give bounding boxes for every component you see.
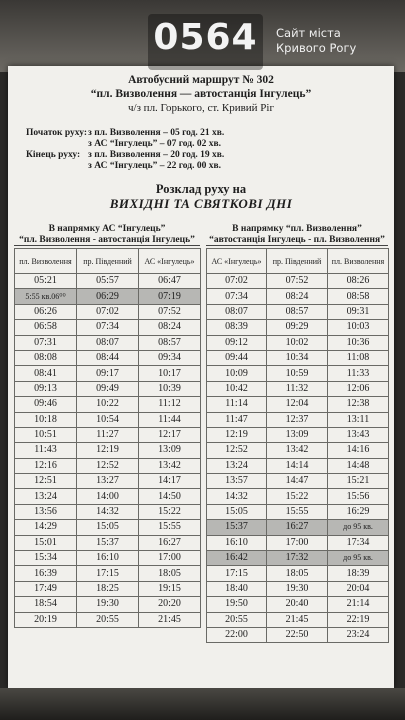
table-cell: 14:48 [328, 458, 389, 473]
table-row [15, 274, 201, 289]
table-row [15, 458, 201, 473]
table-cell: 09:29 [267, 320, 328, 335]
table-cell: 12:04 [267, 397, 328, 412]
table-row [15, 335, 201, 350]
table-cell: 08:57 [267, 304, 328, 319]
table-cell: 17:34 [328, 535, 389, 550]
table-row [207, 304, 389, 319]
left-header-1: пл. Визволення [15, 249, 77, 274]
table-cell: 12:37 [267, 412, 328, 427]
left-route: “пл. Визволення - автостанція Інгулець” [14, 235, 200, 246]
table-cell: 19:30 [267, 581, 328, 596]
table-cell: 10:59 [267, 366, 328, 381]
table-cell: 06:26 [15, 304, 77, 319]
table-cell: 16:42 [207, 551, 267, 566]
table-cell: 13:42 [139, 458, 201, 473]
table-cell: 05:57 [77, 274, 139, 289]
table-cell: 11:27 [77, 427, 139, 442]
right-header-2: пр. Південний [267, 249, 328, 274]
start-label: Початок руху: [26, 128, 87, 138]
table-row [15, 427, 201, 442]
start-row-1 [26, 128, 224, 139]
table-cell: 08:41 [15, 366, 77, 381]
table-cell: 14:16 [328, 443, 389, 458]
table-cell: 10:22 [77, 397, 139, 412]
table-cell: 22:00 [207, 627, 267, 642]
table-cell: 14:50 [139, 489, 201, 504]
table-cell: 20:04 [328, 581, 389, 596]
table-row [207, 381, 389, 396]
table-cell: 11:32 [267, 381, 328, 396]
table-cell: 20:19 [15, 612, 77, 627]
left-header-2: пр. Південний [77, 249, 139, 274]
table-cell: 17:15 [207, 566, 267, 581]
table-cell: 07:34 [207, 289, 267, 304]
table-cell: 07:02 [207, 274, 267, 289]
table-cell: 14:17 [139, 474, 201, 489]
table-cell: до 95 кв. [328, 551, 389, 566]
table-cell: 20:20 [139, 597, 201, 612]
table-cell: 14:29 [15, 520, 77, 535]
table-cell: 11:47 [207, 412, 267, 427]
table-cell: 12:06 [328, 381, 389, 396]
table-cell: 16:10 [77, 551, 139, 566]
table-cell: 12:19 [77, 443, 139, 458]
table-cell: 12:19 [207, 427, 267, 442]
table-row [15, 504, 201, 519]
end-row-1 [26, 150, 224, 161]
table-row [15, 597, 201, 612]
table-cell: 19:30 [77, 597, 139, 612]
table-row [207, 427, 389, 442]
table-cell: 10:54 [77, 412, 139, 427]
table-cell: 13:09 [267, 427, 328, 442]
table-row [207, 597, 389, 612]
table-cell: 06:29 [77, 289, 139, 304]
table-row [15, 566, 201, 581]
table-cell: 18:40 [207, 581, 267, 596]
table-cell: 11:14 [207, 397, 267, 412]
table-row [15, 612, 201, 627]
right-header-1: АС «Інгулець» [207, 249, 267, 274]
table-cell: 18:25 [77, 581, 139, 596]
table-cell: 10:03 [328, 320, 389, 335]
end-label: Кінець руху: [26, 150, 81, 160]
table-row [15, 289, 201, 304]
table-cell: 12:52 [77, 458, 139, 473]
table-cell: 20:55 [77, 612, 139, 627]
table-cell: 11:43 [15, 443, 77, 458]
table-row [15, 520, 201, 535]
table-row [207, 551, 389, 566]
table-cell: 08:07 [77, 335, 139, 350]
table-cell: 08:26 [328, 274, 389, 289]
table-cell: 12:17 [139, 427, 201, 442]
table-cell: 18:05 [267, 566, 328, 581]
table-row [207, 443, 389, 458]
table-cell: 07:52 [139, 304, 201, 319]
table-row [207, 612, 389, 627]
start-time-2: з АС “Інгулець” – 07 год. 02 хв. [88, 139, 221, 149]
table-cell: 10:39 [139, 381, 201, 396]
table-cell: 15:21 [328, 474, 389, 489]
table-cell: 13:43 [328, 427, 389, 442]
start-row-2 [26, 139, 221, 150]
table-row [207, 412, 389, 427]
table-cell: 07:31 [15, 335, 77, 350]
table-cell: 15:37 [207, 520, 267, 535]
table-row [207, 520, 389, 535]
table-cell: 15:34 [15, 551, 77, 566]
table-cell: 13:09 [139, 443, 201, 458]
table-row [207, 581, 389, 596]
table-row [15, 581, 201, 596]
table-row [207, 350, 389, 365]
table-cell: 08:24 [139, 320, 201, 335]
table-row [207, 397, 389, 412]
schedule-title: Розклад руху на [155, 182, 247, 196]
table-cell: 17:49 [15, 581, 77, 596]
route-line: “пл. Визволення — автостанція Інгулець” [90, 88, 312, 100]
table-row [207, 335, 389, 350]
table-cell: 23:24 [328, 627, 389, 642]
table-cell: 14:00 [77, 489, 139, 504]
table-cell: 09:12 [207, 335, 267, 350]
table-cell: 22:19 [328, 612, 389, 627]
table-cell: 20:55 [207, 612, 267, 627]
table-cell: 14:32 [207, 489, 267, 504]
table-cell: 15:01 [15, 535, 77, 550]
left-timetable [14, 248, 201, 628]
table-cell: 07:02 [77, 304, 139, 319]
table-cell: 16:10 [207, 535, 267, 550]
start-time-1: з пл. Визволення – 05 год. 21 хв. [88, 128, 225, 138]
table-row [15, 350, 201, 365]
table-row [207, 274, 389, 289]
table-cell: 09:34 [139, 350, 201, 365]
site-line-1: Сайт міста [276, 26, 341, 40]
route-via: ч/з пл. Горького, ст. Кривий Ріг [128, 102, 274, 114]
table-cell: 17:00 [139, 551, 201, 566]
table-cell: 19:15 [139, 581, 201, 596]
table-cell: 15:55 [267, 504, 328, 519]
table-cell: 11:44 [139, 412, 201, 427]
table-cell: 21:14 [328, 597, 389, 612]
table-cell: 12:16 [15, 458, 77, 473]
left-header-3: АС «Інгулець» [139, 249, 201, 274]
table-cell: 13:11 [328, 412, 389, 427]
table-cell: 11:12 [139, 397, 201, 412]
table-row [15, 304, 201, 319]
right-route: “автостанція Інгулець - пл. Визволення” [206, 235, 388, 246]
table-row [207, 627, 389, 642]
table-row [15, 535, 201, 550]
left-direction: В напрямку АС “Інгулець” [48, 224, 166, 234]
table-cell: 17:00 [267, 535, 328, 550]
table-cell: 16:27 [267, 520, 328, 535]
table-cell: 10:02 [267, 335, 328, 350]
table-cell: 10:34 [267, 350, 328, 365]
table-cell: 09:49 [77, 381, 139, 396]
end-time-1: з пл. Визволення – 20 год. 19 хв. [88, 150, 225, 160]
table-cell: 15:56 [328, 489, 389, 504]
table-row [207, 289, 389, 304]
table-cell: 10:17 [139, 366, 201, 381]
table-cell: 12:38 [328, 397, 389, 412]
table-cell: 09:13 [15, 381, 77, 396]
table-cell: 05:21 [15, 274, 77, 289]
table-cell: 10:42 [207, 381, 267, 396]
table-row [15, 474, 201, 489]
table-cell: 16:39 [15, 566, 77, 581]
table-cell: 08:44 [77, 350, 139, 365]
table-cell: 13:57 [207, 474, 267, 489]
table-cell: 08:57 [139, 335, 201, 350]
table-cell: 07:52 [267, 274, 328, 289]
site-line-2: Кривого Рогу [276, 41, 357, 55]
table-row [207, 320, 389, 335]
logo-number: 0564 [153, 17, 258, 58]
right-header-3: пл. Визволення [328, 249, 389, 274]
table-cell: 13:56 [15, 504, 77, 519]
table-cell: 07:19 [139, 289, 201, 304]
table-cell: 08:39 [207, 320, 267, 335]
table-row [15, 412, 201, 427]
table-cell: 11:08 [328, 350, 389, 365]
table-cell: 09:31 [328, 304, 389, 319]
table-cell: 22:50 [267, 627, 328, 642]
table-cell: 13:27 [77, 474, 139, 489]
table-cell: 15:55 [139, 520, 201, 535]
end-row-2 [26, 161, 221, 172]
table-cell: 20:40 [267, 597, 328, 612]
table-cell: до 95 кв. [328, 520, 389, 535]
table-row [207, 566, 389, 581]
table-cell: 06:47 [139, 274, 201, 289]
table-row [15, 366, 201, 381]
table-row [15, 320, 201, 335]
table-cell: 15:37 [77, 535, 139, 550]
site-logo [148, 14, 263, 70]
table-cell: 10:51 [15, 427, 77, 442]
table-cell: 08:58 [328, 289, 389, 304]
table-row [15, 397, 201, 412]
table-cell: 12:51 [15, 474, 77, 489]
table-row [207, 458, 389, 473]
table-cell: 11:33 [328, 366, 389, 381]
schedule-days: ВИХІДНІ ТА СВЯТКОВІ ДНІ [109, 196, 293, 211]
table-cell: 15:22 [267, 489, 328, 504]
table-cell: 10:09 [207, 366, 267, 381]
route-title: Автобусний маршрут № 302 [128, 74, 274, 86]
table-cell: 21:45 [267, 612, 328, 627]
table-cell: 14:14 [267, 458, 328, 473]
table-cell: 17:15 [77, 566, 139, 581]
table-cell: 19:50 [207, 597, 267, 612]
table-row [15, 381, 201, 396]
end-time-2: з АС “Інгулець” – 22 год. 00 хв. [88, 161, 221, 171]
table-cell: 5:55 кв.06⁰⁰ [15, 289, 77, 304]
table-cell: 09:46 [15, 397, 77, 412]
table-cell: 13:42 [267, 443, 328, 458]
table-cell: 18:05 [139, 566, 201, 581]
table-cell: 10:36 [328, 335, 389, 350]
table-cell: 18:54 [15, 597, 77, 612]
table-cell: 16:29 [328, 504, 389, 519]
table-cell: 08:08 [15, 350, 77, 365]
table-cell: 14:47 [267, 474, 328, 489]
right-direction: В напрямку “пл. Визволення” [232, 224, 362, 234]
table-row [207, 535, 389, 550]
table-row [15, 551, 201, 566]
table-cell: 09:44 [207, 350, 267, 365]
table-cell: 10:18 [15, 412, 77, 427]
table-cell: 08:24 [267, 289, 328, 304]
site-watermark [276, 26, 402, 56]
table-row [207, 489, 389, 504]
table-cell: 15:22 [139, 504, 201, 519]
table-row [15, 443, 201, 458]
table-row [15, 489, 201, 504]
table-cell: 07:34 [77, 320, 139, 335]
table-row [207, 474, 389, 489]
table-cell: 09:17 [77, 366, 139, 381]
table-cell: 12:52 [207, 443, 267, 458]
table-cell: 14:32 [77, 504, 139, 519]
table-row [207, 504, 389, 519]
table-cell: 21:45 [139, 612, 201, 627]
table-cell: 13:24 [15, 489, 77, 504]
schedule-sheet [8, 66, 394, 688]
table-cell: 06:58 [15, 320, 77, 335]
table-cell: 18:39 [328, 566, 389, 581]
table-cell: 13:24 [207, 458, 267, 473]
table-cell: 08:07 [207, 304, 267, 319]
table-cell: 17:32 [267, 551, 328, 566]
right-timetable [206, 248, 389, 643]
table-cell: 16:27 [139, 535, 201, 550]
photo-background-bottom [0, 688, 405, 720]
table-row [207, 366, 389, 381]
table-cell: 15:05 [77, 520, 139, 535]
table-cell: 15:05 [207, 504, 267, 519]
